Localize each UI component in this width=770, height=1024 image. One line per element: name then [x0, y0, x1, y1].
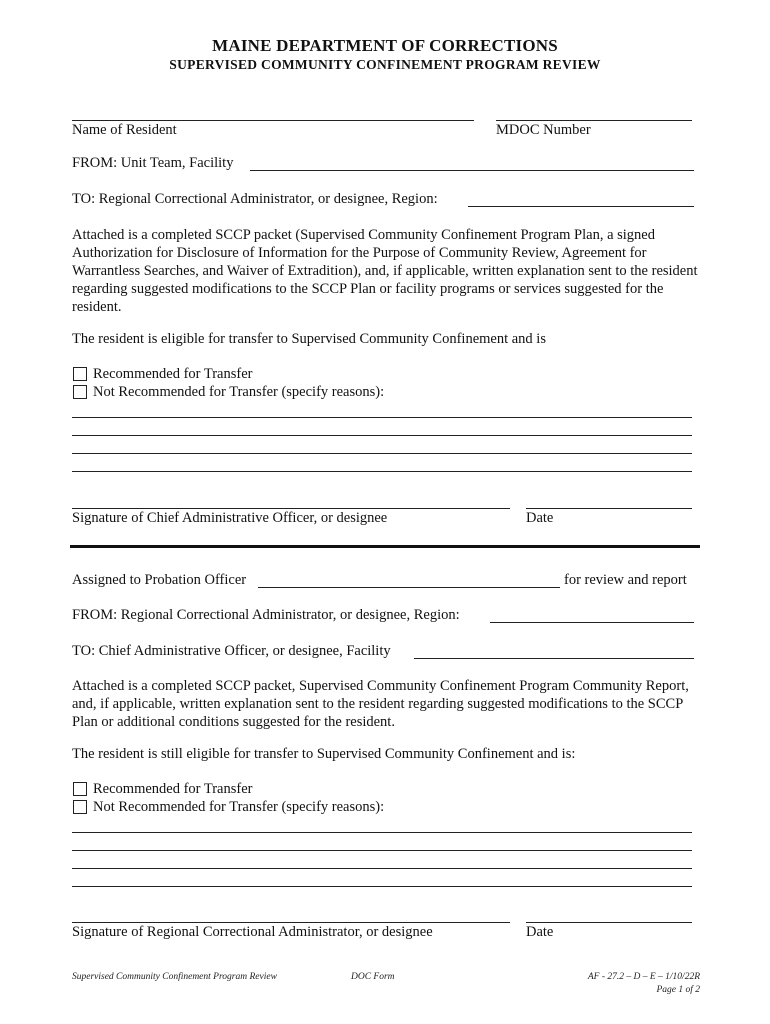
- rca-signature-field[interactable]: [72, 922, 510, 923]
- to-cao-label: TO: Chief Administrative Officer, or designee, Facility: [72, 643, 391, 659]
- assigned-po-label: Assigned to Probation Officer: [72, 572, 247, 588]
- probation-officer-field[interactable]: [258, 587, 560, 588]
- cao-signature-field[interactable]: [72, 508, 510, 509]
- rca-signature-label: Signature of Regional Correctional Administrator, or designee: [72, 924, 433, 940]
- footer-form-type: DOC Form: [351, 972, 395, 982]
- section-divider: [70, 545, 700, 548]
- page-title: MAINE DEPARTMENT OF CORRECTIONS: [212, 36, 558, 55]
- name-of-resident-field[interactable]: [72, 120, 474, 121]
- page-subtitle: SUPERVISED COMMUNITY CONFINEMENT PROGRAM REVIEW: [169, 57, 601, 72]
- rca-date-field[interactable]: [526, 922, 692, 923]
- cao-date-field[interactable]: [526, 508, 692, 509]
- to-region-field[interactable]: [468, 206, 694, 207]
- reasons-line[interactable]: [72, 471, 692, 472]
- cao-date-label: Date: [526, 510, 554, 526]
- from-unit-team-label: FROM: Unit Team, Facility: [72, 155, 234, 171]
- eligible-statement: The resident is eligible for transfer to Supervised Community Confinement and is: [72, 331, 546, 347]
- not-recommended-checkbox-2[interactable]: [73, 800, 87, 814]
- assigned-po-suffix: for review and report: [564, 572, 687, 588]
- name-of-resident-label: Name of Resident: [72, 122, 177, 138]
- cao-signature-label: Signature of Chief Administrative Officer, or designee: [72, 510, 388, 526]
- eligible-statement-2: The resident is still eligible for transfer to Supervised Community Confinement and is:: [72, 746, 576, 762]
- mdoc-number-label: MDOC Number: [496, 122, 591, 138]
- to-facility-field[interactable]: [414, 658, 694, 659]
- footer-page-number: Page 1 of 2: [656, 985, 700, 995]
- reasons-line[interactable]: [72, 417, 692, 418]
- attached-paragraph: Attached is a completed SCCP packet (Supervised Community Confinement Program Plan, a signed Authorization for Disclosure of Information for the Purpose of Community Review, Agreement for Warrantless Searches, and Waiver of Extradition), and, if applicable, written explanation sent to the resident regarding suggested modifications to the SCCP Plan or facility programs or services suggested for the resident.: [72, 227, 698, 315]
- reasons-line-2[interactable]: [72, 832, 692, 833]
- recommended-checkbox-2[interactable]: [73, 782, 87, 796]
- rca-date-label: Date: [526, 924, 554, 940]
- attached-paragraph-2: Attached is a completed SCCP packet, Supervised Community Confinement Program Community Report, and, if applicable, written explanation sent to the resident regarding suggested modifications to the SCCP Plan or additional conditions suggested for the resident.: [72, 678, 689, 730]
- not-recommended-checkbox[interactable]: [73, 385, 87, 399]
- mdoc-number-field[interactable]: [496, 120, 692, 121]
- footer-form-title: Supervised Community Confinement Program Review: [72, 972, 277, 982]
- recommended-label-2: Recommended for Transfer: [93, 781, 253, 797]
- from-facility-field[interactable]: [250, 170, 694, 171]
- not-recommended-label: Not Recommended for Transfer (specify reasons):: [93, 384, 385, 400]
- reasons-line[interactable]: [72, 435, 692, 436]
- footer-form-code: AF - 27.2 – D – E – 1/10/22R: [587, 972, 700, 982]
- reasons-line[interactable]: [72, 453, 692, 454]
- not-recommended-label-2: Not Recommended for Transfer (specify reasons):: [93, 799, 385, 815]
- from-region-field[interactable]: [490, 622, 694, 623]
- to-rca-label: TO: Regional Correctional Administrator, or designee, Region:: [72, 191, 438, 207]
- reasons-line-2[interactable]: [72, 850, 692, 851]
- from-rca-label: FROM: Regional Correctional Administrator, or designee, Region:: [72, 607, 460, 623]
- reasons-line-2[interactable]: [72, 886, 692, 887]
- recommended-checkbox[interactable]: [73, 367, 87, 381]
- reasons-line-2[interactable]: [72, 868, 692, 869]
- recommended-label: Recommended for Transfer: [93, 366, 253, 382]
